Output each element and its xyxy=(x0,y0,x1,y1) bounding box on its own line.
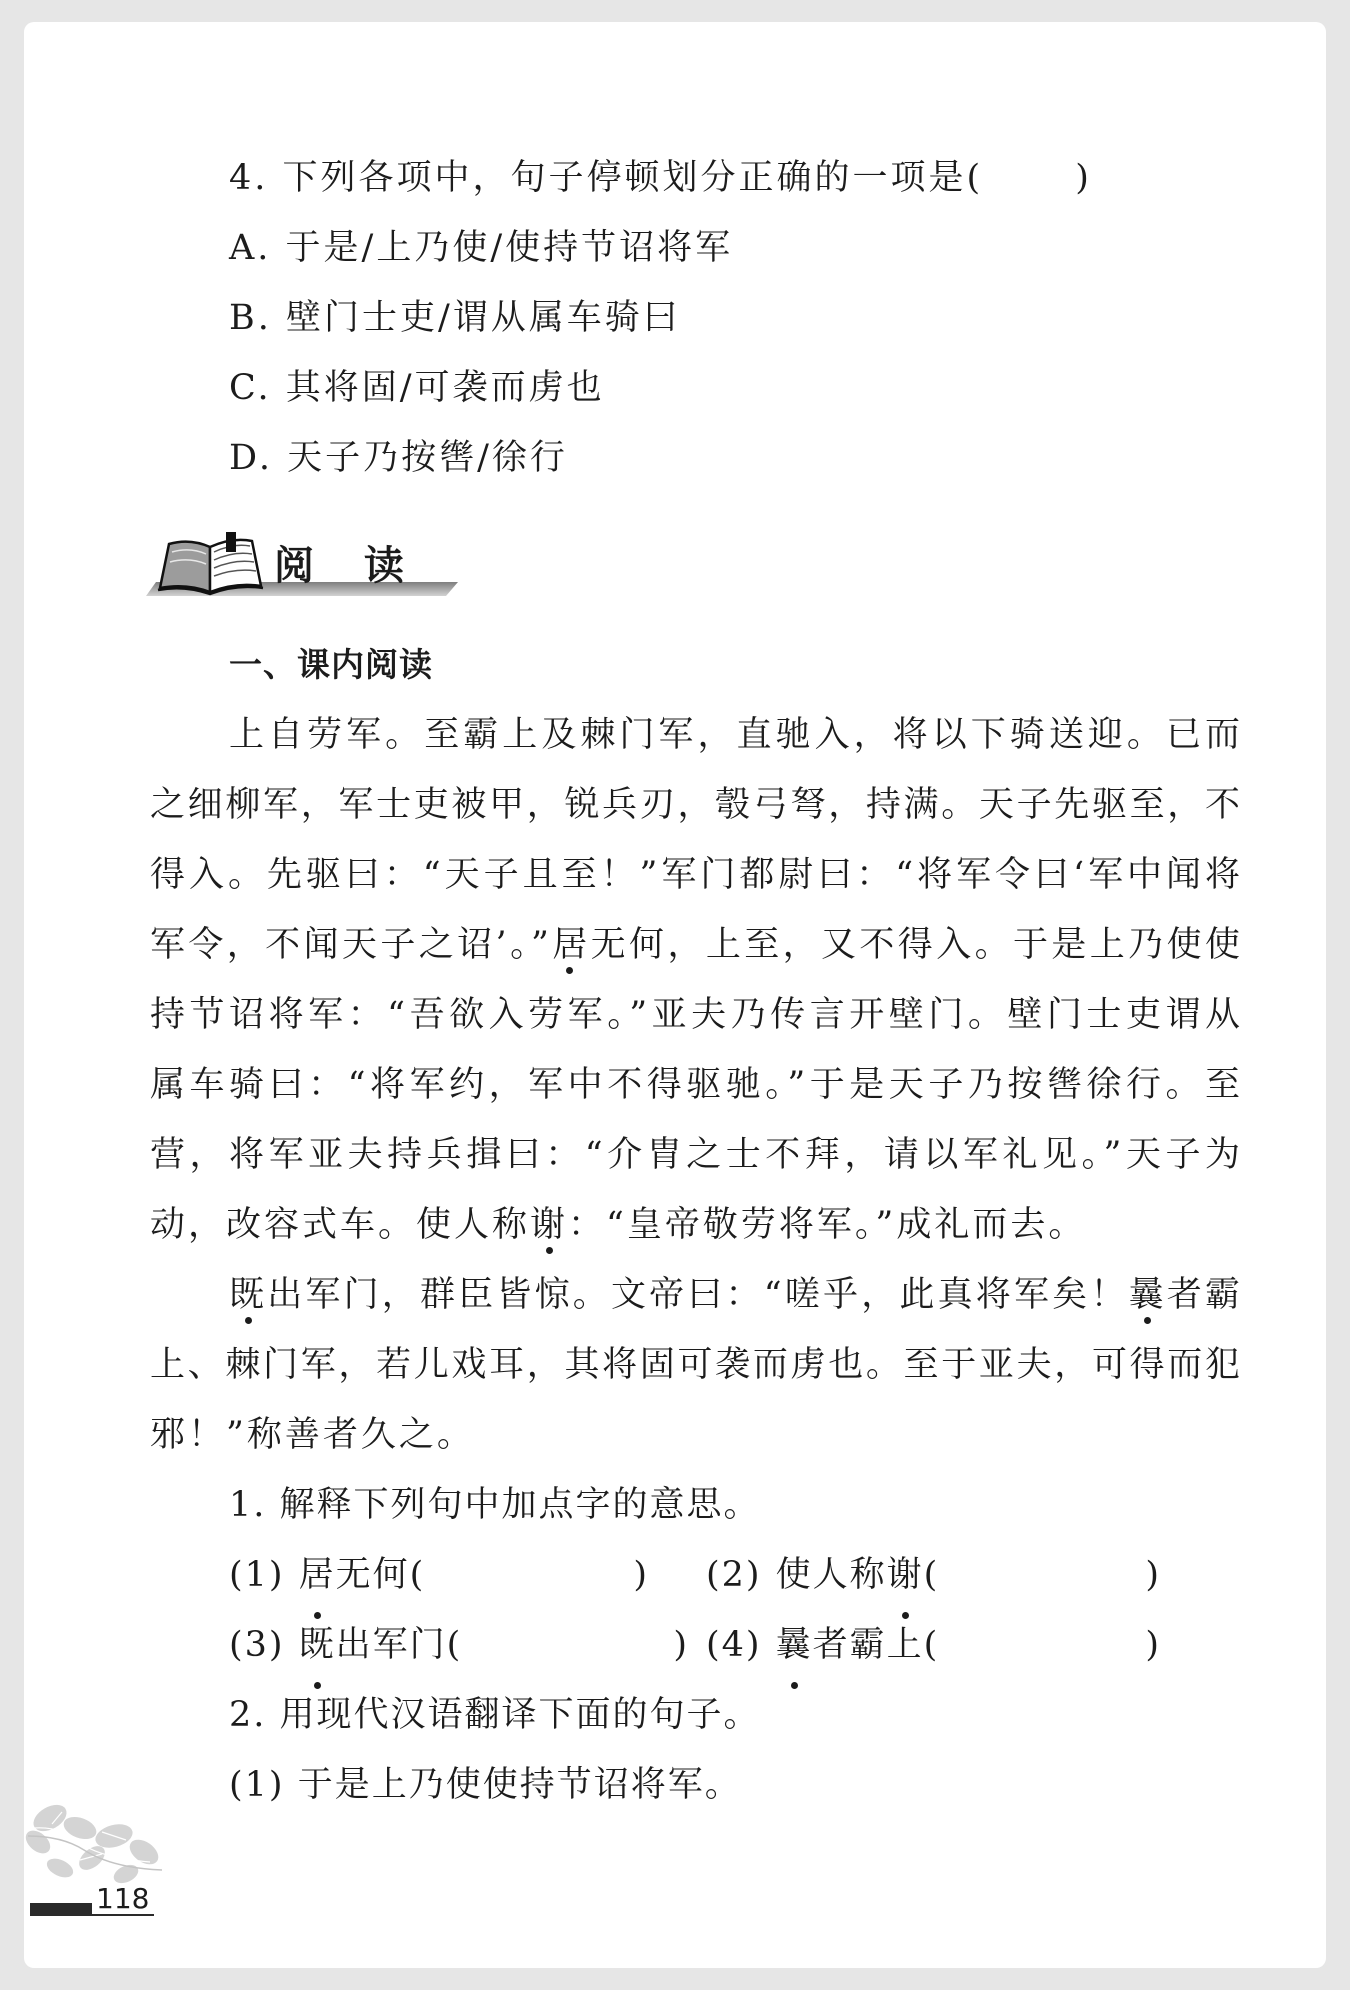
passage-line xyxy=(150,840,1240,910)
item-number: (3) xyxy=(229,1625,285,1665)
passage-line xyxy=(150,910,1240,980)
passage-text: 军令，不闻天子之诏’。” xyxy=(150,925,549,965)
passage-text: 动，改容式车。使人称 xyxy=(150,1205,531,1245)
exercise-1-item xyxy=(229,1610,689,1680)
passage-line xyxy=(150,1400,1240,1470)
exercise-1-item xyxy=(229,1540,649,1610)
passage-line xyxy=(150,770,1240,840)
option-a: A. 于是/上乃使/使持节诏将军 xyxy=(229,228,734,268)
question-4 xyxy=(229,143,1229,493)
item-number: (4) xyxy=(706,1625,762,1665)
exercise-1-row xyxy=(229,1540,1229,1610)
question-4-stem-text: 4. 下列各项中，句子停顿划分正确的一项是( xyxy=(229,158,984,198)
passage-text: 上、棘门军，若儿戏耳，其将固可袭而虏也。至于亚夫，可得而犯 xyxy=(150,1345,1240,1385)
emphasized-char: 谢 xyxy=(530,1205,569,1245)
passage-text: 出军门，群臣皆惊。文帝曰：“嗟乎，此真将军矣！ xyxy=(267,1275,1129,1315)
item-text: 无何 xyxy=(335,1555,410,1595)
passage-text: ：“皇帝敬劳将军。”成礼而去。 xyxy=(568,1205,1087,1245)
answer-blank-open: ( xyxy=(923,1625,940,1665)
passage-text: 属车骑曰：“将军约，军中不得驱驰。”于是天子乃按辔徐行。至 xyxy=(150,1065,1240,1105)
exercise-1-item xyxy=(706,1610,1161,1680)
passage-text: 无何，上至，又不得入。于是上乃使使 xyxy=(590,925,1240,965)
answer-blank-open: ( xyxy=(923,1555,940,1595)
option-d: D. 天子乃按辔/徐行 xyxy=(229,438,568,478)
emphasized-char: 曩 xyxy=(1128,1275,1167,1315)
emphasized-char: 居 xyxy=(299,1540,336,1610)
exercise-2-prompt: 2. 用现代汉语翻译下面的句子。 xyxy=(229,1695,761,1735)
passage-line xyxy=(150,980,1240,1050)
page-number: 118 xyxy=(96,1882,150,1915)
exercises xyxy=(229,1470,1229,1820)
passage-paragraph-1 xyxy=(150,700,1240,1260)
answer-blank-close: ) xyxy=(1075,158,1092,198)
answer-blank-close: ) xyxy=(1145,1555,1161,1595)
passage-paragraph-2 xyxy=(150,1260,1240,1470)
page-number-bar xyxy=(30,1903,92,1916)
passage-text: 之细柳军，军士吏被甲，锐兵刃，彀弓弩，持满。天子先驱至，不 xyxy=(150,785,1240,825)
item-number: (1) xyxy=(229,1765,285,1805)
item-text: 出军门 xyxy=(335,1625,447,1665)
item-number: (2) xyxy=(706,1555,762,1595)
passage-line xyxy=(229,1260,1240,1330)
exercise-1-item xyxy=(706,1540,1161,1610)
question-4-stem xyxy=(229,143,1229,213)
passage-text: 者霸 xyxy=(1166,1275,1240,1315)
open-book-icon xyxy=(158,532,263,594)
emphasized-char: 居 xyxy=(548,925,591,965)
subsection-title: 一、课内阅读 xyxy=(229,645,433,684)
emphasized-char: 曩 xyxy=(776,1610,813,1680)
answer-blank-open: ( xyxy=(409,1555,426,1595)
passage-text: 邪！”称善者久之。 xyxy=(150,1415,475,1455)
passage-line xyxy=(229,700,1240,770)
answer-blank xyxy=(425,1540,633,1610)
passage-line xyxy=(150,1330,1240,1400)
exercise-1-row xyxy=(229,1610,1229,1680)
passage-text: 上自劳军。至霸上及棘门军，直驰入，将以下骑送迎。已而 xyxy=(229,715,1240,755)
option-b: B. 壁门士吏/谓从属车骑曰 xyxy=(229,298,681,338)
passage-text: 得入。先驱曰：“天子且至！”军门都尉曰：“将军令曰‘军中闻将 xyxy=(150,855,1240,895)
emphasized-char: 既 xyxy=(299,1610,336,1680)
section-title: 阅 读 xyxy=(274,543,422,589)
answer-blank xyxy=(462,1610,673,1680)
item-text: 于是上乃使使持节诏将军。 xyxy=(297,1765,742,1805)
passage-text: 营，将军亚夫持兵揖曰：“介胄之士不拜，请以军礼见。”天子为 xyxy=(150,1135,1240,1175)
passage-line xyxy=(150,1050,1240,1120)
answer-blank xyxy=(939,1610,1145,1680)
item-number: (1) xyxy=(229,1555,285,1595)
answer-blank xyxy=(939,1540,1145,1610)
passage-text: 持节诏将军：“吾欲入劳军。”亚夫乃传言开壁门。壁门士吏谓从 xyxy=(150,995,1240,1035)
item-text: 者霸上 xyxy=(812,1625,924,1665)
passage-line xyxy=(150,1120,1240,1190)
answer-blank-close: ) xyxy=(1145,1625,1161,1665)
answer-blank-open: ( xyxy=(446,1625,463,1665)
emphasized-char: 既 xyxy=(229,1275,268,1315)
option-c: C. 其将固/可袭而虏也 xyxy=(229,368,605,408)
item-text: 使人称 xyxy=(775,1555,887,1595)
passage-line xyxy=(150,1190,1240,1260)
exercise-2-item xyxy=(229,1750,1229,1820)
exercise-1-prompt: 1. 解释下列句中加点字的意思。 xyxy=(229,1485,761,1525)
reading-passage xyxy=(150,700,1240,1470)
answer-blank-close: ) xyxy=(633,1555,649,1595)
answer-blank-close: ) xyxy=(673,1625,689,1665)
emphasized-char: 谢 xyxy=(887,1540,924,1610)
